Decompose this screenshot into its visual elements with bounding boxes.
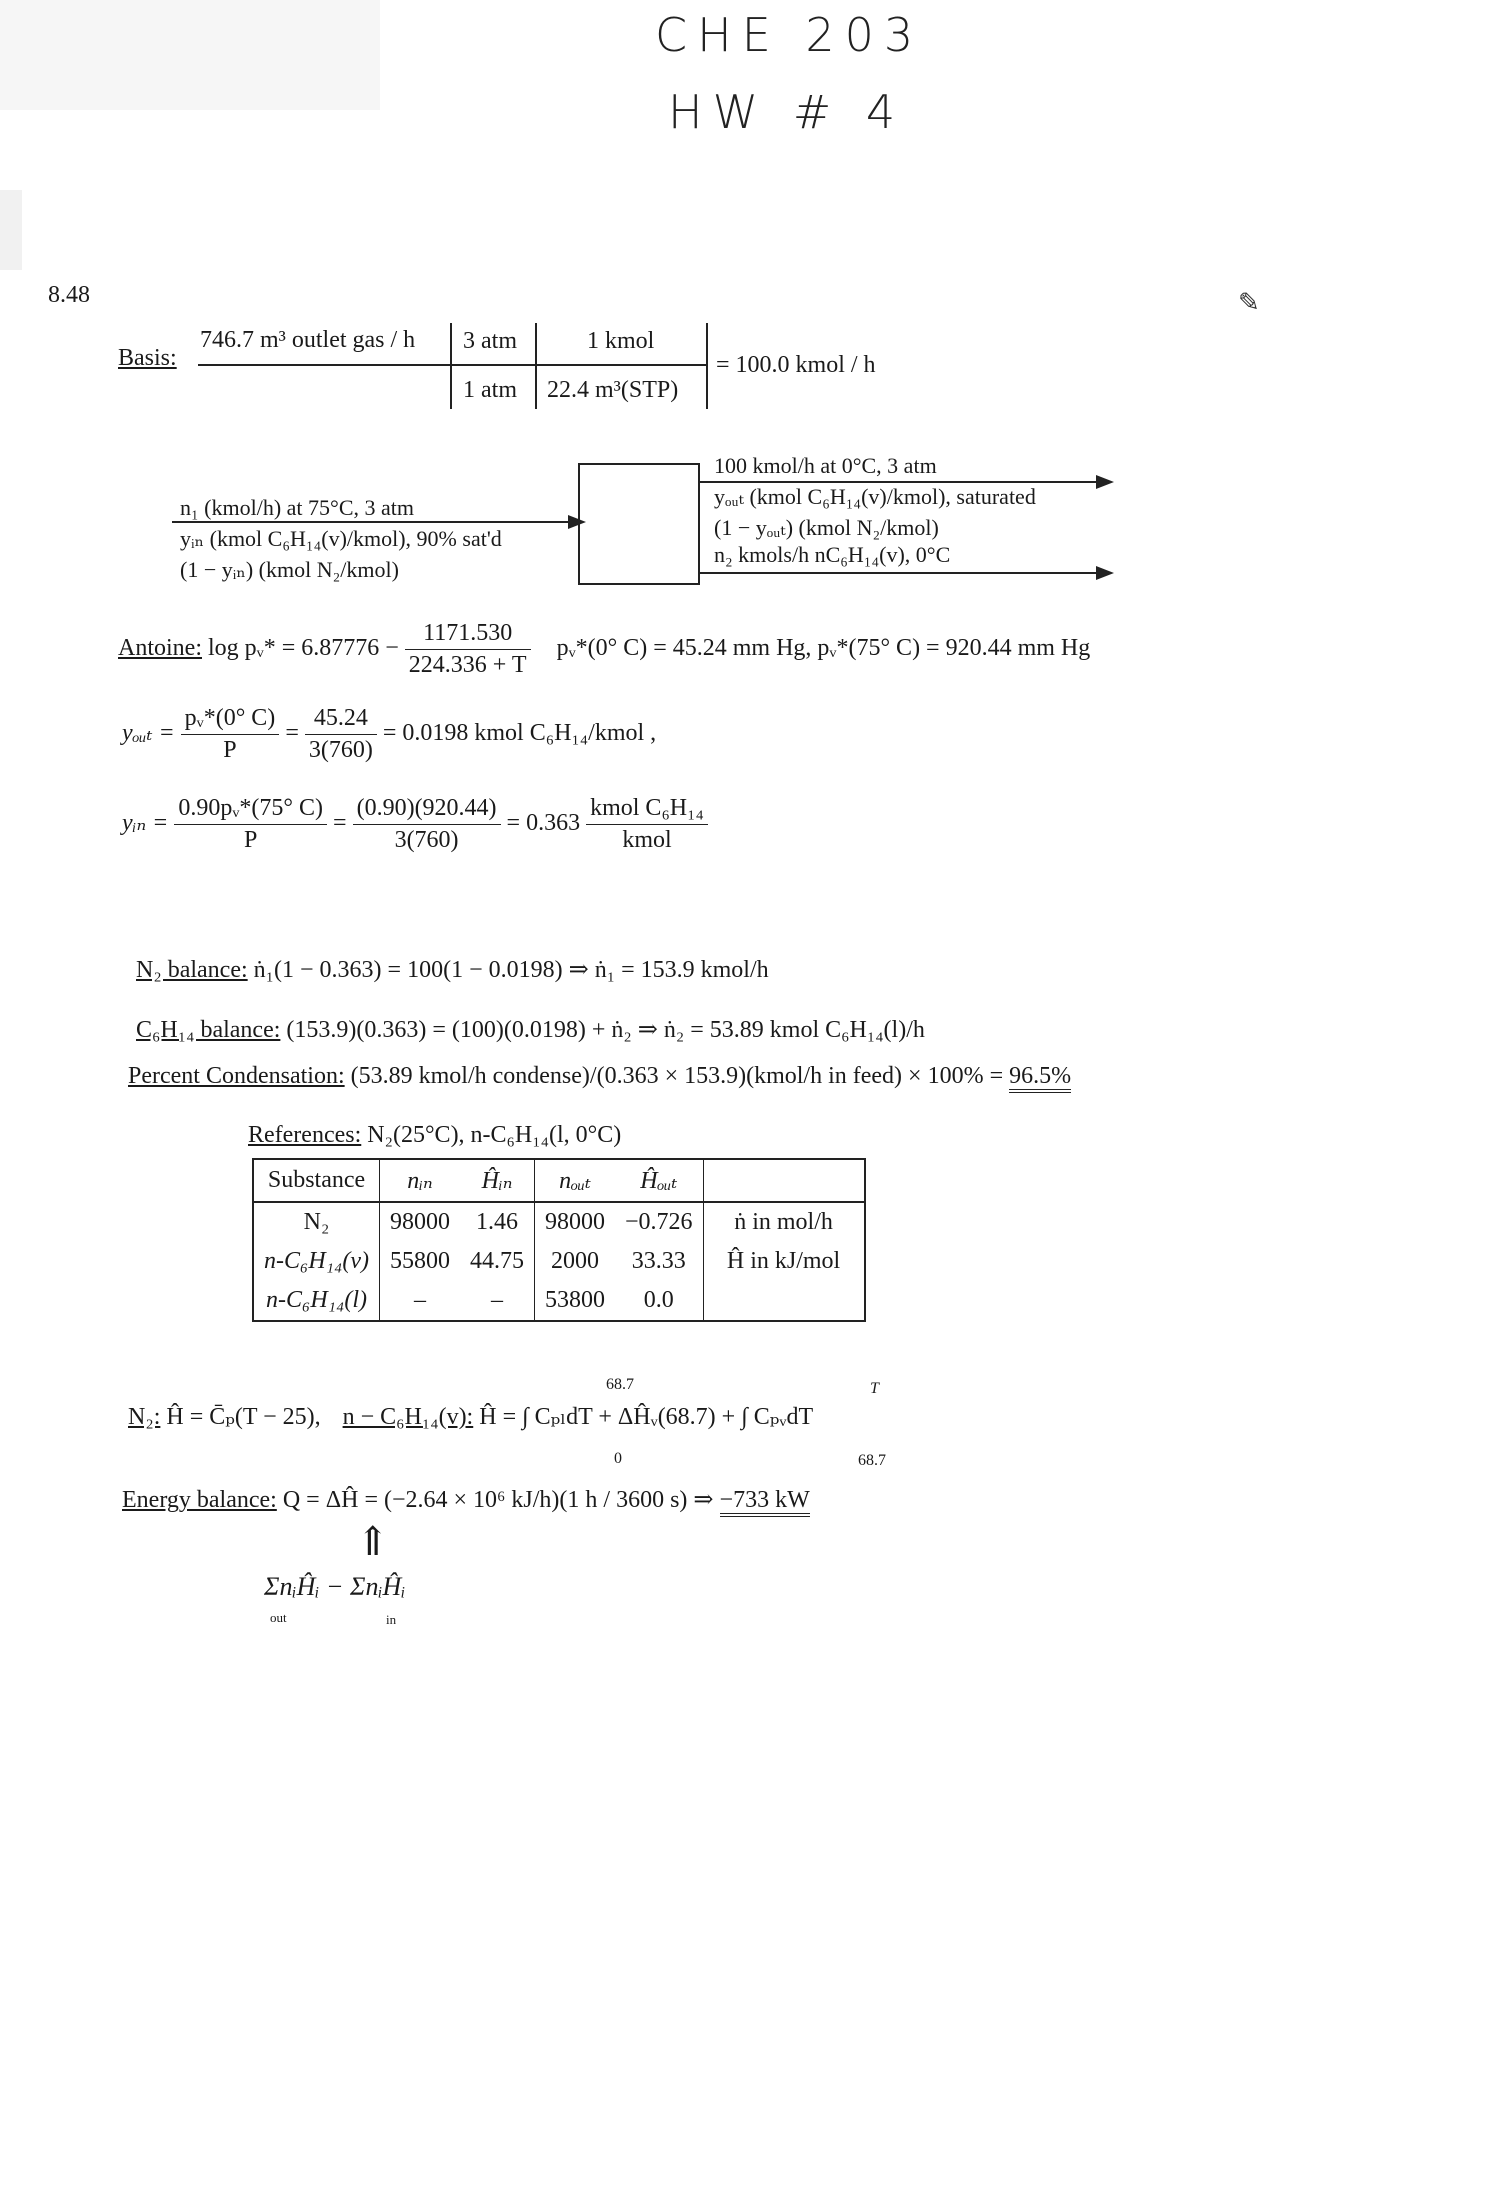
table-note: Ĥ in kJ/mol xyxy=(726,1248,841,1274)
yin-mid: = 0.363 xyxy=(506,810,581,837)
outlet-liquid-arrowhead xyxy=(1096,566,1114,580)
condenser-unit-box xyxy=(578,463,700,585)
outlet-liquid-label: n₂ kmols/h nC₆H₁₄(v), 0°C xyxy=(714,542,951,567)
references-label: References: xyxy=(248,1122,362,1148)
table-cell: 1.46 xyxy=(460,1202,535,1242)
enthalpy-table xyxy=(252,1158,866,1322)
yout-f1-den: P xyxy=(223,737,237,763)
percent-condensation xyxy=(128,1063,1071,1090)
scan-smudge xyxy=(0,0,380,110)
energy-balance-label: Energy balance: xyxy=(122,1487,277,1513)
pencil-mark-icon: ✎ xyxy=(1238,288,1260,317)
yin-equation: yᵢₙ = $\frac{\text{0.90pᵥ*(75° C)}}{P}$ = $\frac{(0.90)(920.44)}{3(760)}$ = 0.363 $\frac{\text{kmol C₆H₁₄}}{\text{kmol}}$ xyxy=(122,795,708,854)
table-cell xyxy=(703,1281,865,1321)
basis-divider xyxy=(450,323,452,409)
antoine-label: Antoine: xyxy=(118,635,202,662)
yout-fraction-1 xyxy=(181,705,280,764)
sum-expression: ΣnᵢĤᵢ − ΣnᵢĤᵢ xyxy=(264,1572,406,1601)
table-row xyxy=(253,1242,865,1281)
table-cell: 98000 xyxy=(390,1209,450,1235)
basis-term3-den: 22.4 m³(STP) xyxy=(547,377,679,403)
basis-label: Basis: xyxy=(118,345,177,371)
problem-number: 8.48 xyxy=(48,282,90,308)
yin-f3-num: kmol C₆H₁₄ xyxy=(586,795,708,825)
outlet-gas-arrow-line xyxy=(698,481,1098,483)
energy-balance-eq: Q = ΔĤ = (−2.64 × 10⁶ kJ/h)(1 h / 3600 s) ⇒ xyxy=(282,1487,714,1513)
yin-f1-num: 0.90pᵥ*(75° C) xyxy=(174,795,327,825)
n2-enthalpy-eq: Ĥ = C̄ₚ(T − 25), xyxy=(166,1404,321,1430)
yin-f2-den: 3(760) xyxy=(394,827,459,853)
basis-result: = 100.0 kmol / h xyxy=(716,352,876,378)
references-text: N₂(25°C), n-C₆H₁₄(l, 0°C) xyxy=(367,1122,622,1148)
table-header: Ĥᵢₙ xyxy=(460,1159,535,1202)
inlet-line-2: yᵢₙ (kmol C₆H₁₄(v)/kmol), 90% sat'd xyxy=(180,526,502,551)
inlet-line-1: n₁ (kmol/h) at 75°C, 3 atm xyxy=(180,495,414,520)
table-header: nᵢₙ xyxy=(407,1168,433,1194)
basis-term1: 746.7 m³ outlet gas / h xyxy=(200,327,416,353)
homework-title: HW # 4 xyxy=(668,85,906,139)
basis-divider xyxy=(706,323,708,409)
c6h14-balance-eq: (153.9)(0.363) = (100)(0.0198) + ṅ₂ ⇒ ṅ₂ = 53.89 kmol C₆H₁₄(l)/h xyxy=(286,1017,925,1043)
antoine-numerator: 1171.530 xyxy=(405,620,531,650)
table-cell: 33.33 xyxy=(615,1242,703,1281)
outlet-gas-labels xyxy=(714,450,1036,543)
table-header: Ĥₒᵤₜ xyxy=(615,1159,703,1202)
table-cell: n-C₆H₁₄(l) xyxy=(253,1281,380,1321)
table-cell: n-C₆H₁₄(v) xyxy=(253,1242,380,1281)
yin-fraction-1 xyxy=(174,795,327,854)
basis-fraction-bar xyxy=(198,364,706,366)
arrow-up-icon: ⇑ xyxy=(356,1519,390,1564)
inlet-arrow-line xyxy=(172,521,570,523)
table-header: Substance xyxy=(253,1159,380,1202)
yin-fraction-2 xyxy=(353,795,501,854)
basis-divider xyxy=(535,323,537,409)
yin-f3-den: kmol xyxy=(622,827,672,853)
table-row xyxy=(253,1281,865,1321)
integral-2-upper-limit: T xyxy=(870,1380,879,1397)
percent-condensation-label: Percent Condensation: xyxy=(128,1063,345,1089)
outlet-line-1: 100 kmol/h at 0°C, 3 atm xyxy=(714,453,937,478)
outlet-gas-arrowhead xyxy=(1096,475,1114,489)
table-cell: 2000 xyxy=(551,1248,599,1274)
table-cell: 53800 xyxy=(545,1287,605,1313)
yin-f1-den: P xyxy=(244,827,258,853)
table-cell: 55800 xyxy=(390,1248,450,1274)
outlet-liquid-arrow-line xyxy=(698,572,1098,574)
table-note: ṅ in mol/h xyxy=(734,1209,833,1235)
table-cell: – xyxy=(414,1287,426,1313)
yout-result: = 0.0198 kmol C₆H₁₄/kmol , xyxy=(382,720,657,747)
n2-balance-label: N₂ balance: xyxy=(136,957,248,983)
integral-1-upper-limit: 68.7 xyxy=(606,1376,634,1393)
table-row xyxy=(253,1202,865,1242)
yout-f2-den: 3(760) xyxy=(308,737,373,763)
table-cell: N₂ xyxy=(253,1202,380,1242)
inlet-line-3: (1 − yᵢₙ) (kmol N₂/kmol) xyxy=(180,557,399,582)
c6h14-enthalpy-eq: Ĥ = ∫ CₚₗdT + ΔĤᵥ(68.7) + ∫ CₚᵥdT xyxy=(479,1404,814,1430)
sum-in-subscript: in xyxy=(386,1612,397,1627)
table-header-row xyxy=(253,1159,865,1202)
yin-lhs: yᵢₙ = xyxy=(122,810,169,837)
course-title: CHE 203 xyxy=(655,8,924,62)
antoine-lhs: log pᵥ* = 6.87776 − xyxy=(208,635,399,662)
yout-lhs: yₒᵤₜ = xyxy=(122,720,175,747)
outlet-line-2: yₒᵤₜ (kmol C₆H₁₄(v)/kmol), saturated xyxy=(714,484,1036,509)
antoine-equation xyxy=(118,620,1090,679)
c6h14-balance xyxy=(136,1015,925,1044)
basis-term2-den: 1 atm xyxy=(463,377,517,403)
table-header: nₒᵤₜ xyxy=(559,1168,591,1194)
yout-f2-num: 45.24 xyxy=(305,705,377,735)
sum-out-subscript: out xyxy=(270,1610,287,1625)
antoine-denominator: 224.336 + T xyxy=(408,652,527,678)
outlet-line-3: (1 − yₒᵤₜ) (kmol N₂/kmol) xyxy=(714,515,939,540)
basis-term3-num: 1 kmol xyxy=(587,328,655,354)
enthalpy-expressions xyxy=(128,1402,813,1431)
c6h14-balance-label: C₆H₁₄ balance: xyxy=(136,1017,281,1043)
yin-fraction-3 xyxy=(586,795,708,854)
antoine-values: pᵥ*(0° C) = 45.24 mm Hg, pᵥ*(75° C) = 920.44 mm Hg xyxy=(556,635,1091,662)
percent-condensation-eq: (53.89 kmol/h condense)/(0.363 × 153.9)(kmol/h in feed) × 100% = xyxy=(350,1063,1004,1089)
yin-f2-num: (0.90)(920.44) xyxy=(353,795,501,825)
references xyxy=(248,1122,621,1149)
n2-balance-eq: ṅ₁(1 − 0.363) = 100(1 − 0.0198) ⇒ ṅ₁ = 153.9 kmol/h xyxy=(253,957,769,983)
yout-equation: yₒᵤₜ = $\frac{\text{pᵥ*(0° C)}}{P}$ = $\frac{45.24}{3(760)}$ = 0.0198 kmol C₆H₁₄/kmol , xyxy=(122,705,657,763)
n2-enthalpy-label: N₂: xyxy=(128,1404,161,1430)
c6h14-enthalpy-label: n − C₆H₁₄(v): xyxy=(342,1404,474,1430)
integral-1-lower-limit: 0 xyxy=(614,1450,622,1467)
inlet-stream-labels xyxy=(180,492,502,585)
percent-condensation-result: 96.5% xyxy=(1009,1063,1071,1093)
yout-fraction-2 xyxy=(305,705,377,764)
table-header xyxy=(703,1159,865,1202)
antoine-fraction xyxy=(405,620,531,679)
table-cell: – xyxy=(460,1281,535,1321)
scan-smudge xyxy=(0,190,22,270)
yout-f1-num: pᵥ*(0° C) xyxy=(181,705,280,735)
table-cell: 0.0 xyxy=(615,1281,703,1321)
integral-2-lower-limit: 68.7 xyxy=(858,1452,886,1469)
n2-balance xyxy=(136,955,769,984)
energy-balance-result: −733 kW xyxy=(720,1487,810,1517)
energy-balance xyxy=(122,1485,810,1514)
table-cell: 98000 xyxy=(545,1209,605,1235)
table-cell: 44.75 xyxy=(460,1242,535,1281)
table-cell: −0.726 xyxy=(615,1202,703,1242)
basis-term2-num: 3 atm xyxy=(463,328,517,354)
